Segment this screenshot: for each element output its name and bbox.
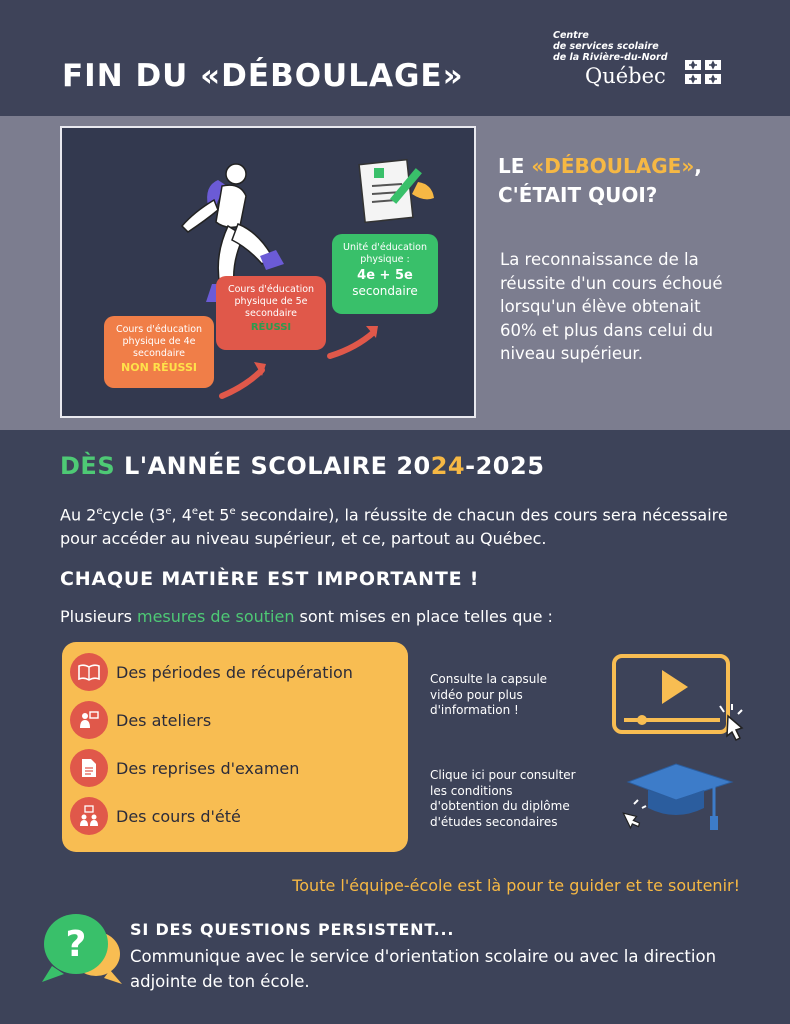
- intro-highlight: mesures de soutien: [137, 607, 295, 626]
- document-icon: [359, 160, 434, 223]
- question-title-post: ,: [694, 154, 702, 178]
- measure-label: Des périodes de récupération: [116, 662, 353, 682]
- section-title-mid: L'ANNÉE SCOLAIRE 20: [115, 452, 431, 480]
- measure-label: Des ateliers: [116, 710, 212, 730]
- header: [0, 0, 790, 116]
- svg-text:?: ?: [65, 924, 87, 965]
- step2-status: RÉUSSI: [250, 322, 292, 333]
- para-part-a: Au 2: [60, 505, 97, 525]
- video-play-icon[interactable]: [612, 654, 752, 746]
- section-title-end: -2025: [465, 452, 545, 480]
- step1-status: NON RÉUSSI: [121, 361, 197, 374]
- para-part-b: cycle (3: [102, 505, 166, 525]
- list-item: [70, 748, 299, 788]
- subject-heading: CHAQUE MATIÈRE EST IMPORTANTE !: [60, 568, 480, 590]
- org-line-2: de services scolaire: [553, 41, 659, 52]
- list-item: [70, 652, 353, 692]
- step2-line1: Cours d'éducation: [227, 284, 315, 295]
- video-text-line3: d'information !: [430, 703, 519, 717]
- step1-line1: Cours d'éducation: [115, 324, 203, 335]
- step3-secondary: secondaire: [352, 284, 418, 298]
- section-title: [60, 452, 544, 480]
- faq-heading: SI DES QUESTIONS PERSISTENT...: [130, 920, 455, 939]
- question-title-line2: C'ÉTAIT QUOI?: [498, 183, 658, 207]
- video-text-line1: Consulte la capsule: [430, 672, 548, 686]
- support-intro: [60, 607, 553, 626]
- intro-post: sont mises en place telles que :: [294, 607, 553, 626]
- org-line-1: Centre: [553, 30, 589, 41]
- quebec-flag-icon: [685, 60, 721, 84]
- step3-line2: physique :: [360, 254, 410, 265]
- section-title-orange: 24: [430, 452, 466, 480]
- section-paragraph: [60, 500, 760, 550]
- support-measures-box: [62, 642, 408, 852]
- list-item: [70, 796, 241, 836]
- video-link-text[interactable]: [430, 672, 547, 719]
- para-part-e: secondaire), la réussite de chacun des cours sera nécessaire pour accéder au niveau supérieur, et ce, partout au Québec.: [60, 505, 728, 548]
- book-icon: [70, 653, 108, 691]
- step1-line2: physique de 4e: [122, 336, 196, 347]
- step-grade4: [104, 316, 214, 388]
- hero-illustration: [60, 126, 476, 418]
- diploma-text-line1: Clique ici pour consulter: [430, 768, 576, 782]
- section-title-green: DÈS: [60, 452, 116, 480]
- video-text-line2: vidéo pour plus: [430, 687, 523, 702]
- page-title: FIN DU «DÉBOULAGE»: [62, 58, 464, 94]
- diploma-text-line3: d'obtention du diplôme: [430, 799, 570, 813]
- faq-text: Communique avec le service d'orientation scolaire ou avec la direction adjointe de ton école.: [130, 947, 717, 991]
- para-part-c: , 4: [171, 505, 192, 525]
- team-message: Toute l'équipe-école est là pour te guider et te soutenir!: [292, 876, 740, 895]
- question-bubble-icon: [40, 910, 124, 986]
- measure-label: Des cours d'été: [116, 806, 241, 826]
- question-definition: La reconnaissance de la réussite d'un cours échoué lorsqu'un élève obtenait 60% et plus dans celui du niveau supérieur.: [500, 250, 723, 363]
- step2-line2: physique de 5e: [234, 296, 308, 307]
- diploma-link-text[interactable]: [430, 768, 576, 830]
- para-sup-2: e: [165, 506, 172, 517]
- quebec-wordmark: Québec: [585, 64, 666, 88]
- intro-pre: Plusieurs: [60, 607, 137, 626]
- step-unit: [332, 234, 438, 314]
- question-heading: [498, 152, 702, 210]
- organization-logo: [553, 30, 668, 88]
- step3-grades: 4e + 5e: [357, 268, 413, 283]
- diploma-text-line2: les conditions: [430, 783, 513, 798]
- question-title-pre: LE: [498, 154, 532, 178]
- list-item: [70, 700, 211, 740]
- step1-line3: secondaire: [133, 348, 185, 359]
- measure-label: Des reprises d'examen: [116, 758, 300, 778]
- org-line-3: de la Rivière-du-Nord: [553, 52, 668, 63]
- graduation-cap-icon[interactable]: [614, 760, 744, 840]
- step2-line3: secondaire: [245, 308, 297, 319]
- workshop-icon: [70, 701, 108, 739]
- para-sup-3: e: [191, 506, 199, 517]
- people-icon: [70, 797, 108, 835]
- para-sup-1: e: [96, 506, 103, 517]
- step-grade5: [216, 276, 326, 350]
- document-icon: [70, 749, 108, 787]
- para-part-d: et 5: [198, 505, 230, 525]
- step3-line1: Unité d'éducation: [343, 242, 427, 253]
- diploma-text-line4: d'études secondaires: [430, 814, 558, 829]
- question-title-accent: «DÉBOULAGE»: [531, 154, 695, 178]
- para-sup-4: e: [229, 506, 236, 517]
